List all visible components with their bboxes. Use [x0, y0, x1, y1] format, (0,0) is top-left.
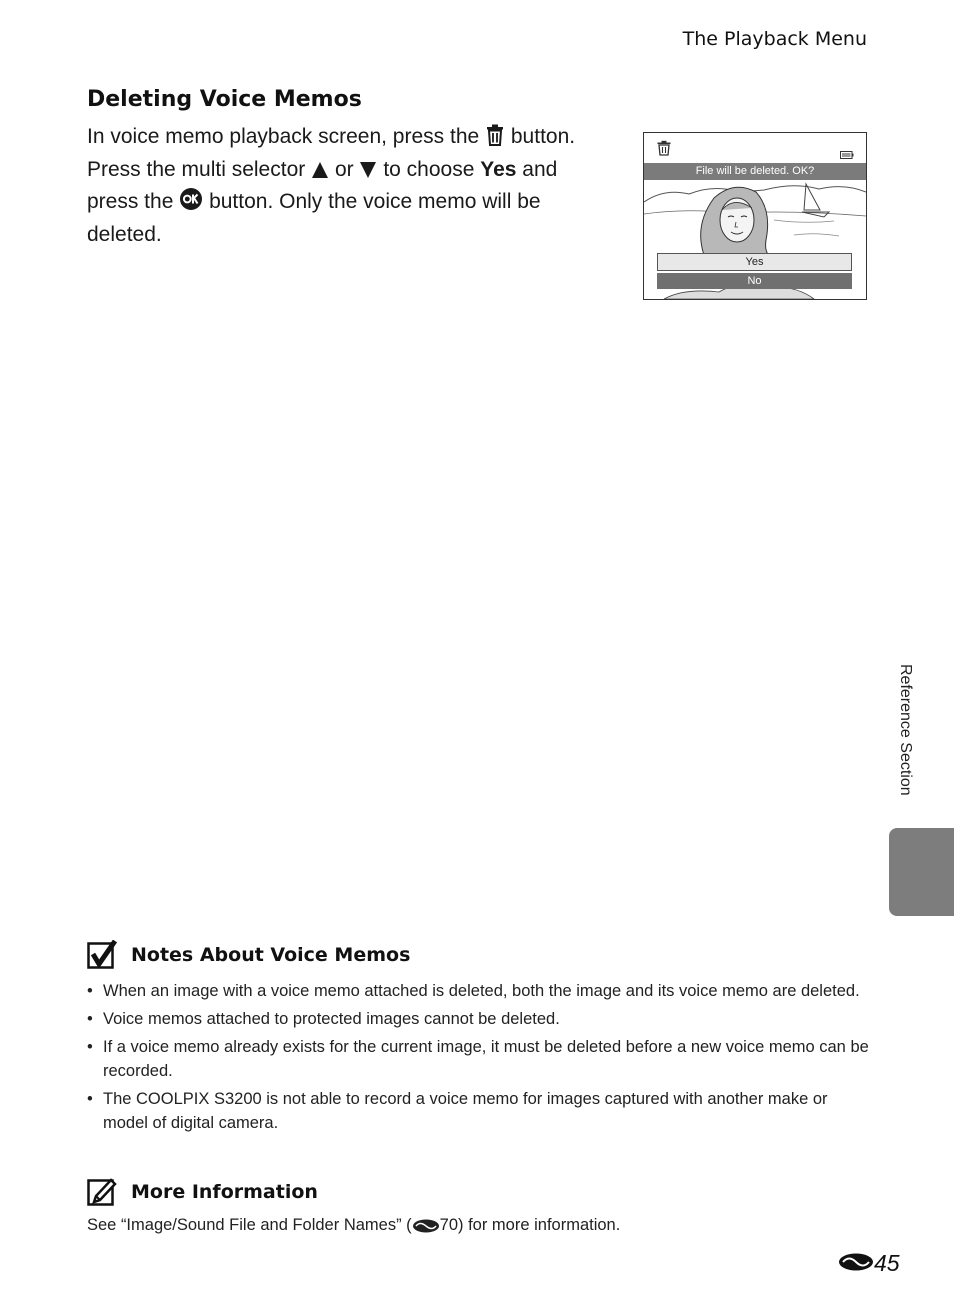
reference-e-icon: [412, 1219, 440, 1238]
triangle-up-icon: [311, 158, 329, 188]
list-item: • If a voice memo already exists for the current image, it must be deleted before a new voice memo can be recorded.: [87, 1035, 877, 1083]
list-item: • When an image with a voice memo attached is deleted, both the image and its voice memo are deleted.: [87, 979, 877, 1003]
intro-text-4: or: [334, 157, 354, 181]
intro-text-6: and press the: [87, 157, 558, 213]
pencil-note-icon: [87, 1177, 117, 1212]
side-tab-label: Reference Section: [897, 664, 914, 796]
more-info-title: More Information: [131, 1181, 318, 1203]
ok-button-icon: [179, 187, 203, 220]
camera-screen-illustration: [643, 132, 867, 300]
intro-text-1: In voice memo playback screen, press the: [87, 125, 480, 148]
option-yes: Yes: [657, 253, 852, 271]
trash-icon: [485, 124, 505, 155]
side-tab-marker: [889, 828, 954, 916]
check-note-icon: [87, 940, 117, 975]
list-item: • Voice memos attached to protected images cannot be deleted.: [87, 1007, 877, 1031]
intro-text-2: button.: [510, 125, 576, 148]
camera-top-bar: [644, 133, 866, 163]
running-header: The Playback Menu: [682, 28, 867, 50]
intro-text-7: button. Only the voice memo will be deleted.: [87, 190, 541, 246]
battery-icon: [840, 144, 854, 163]
list-item: • The COOLPIX S3200 is not able to record a voice memo for images captured with another make or model of digital camera.: [87, 1087, 877, 1135]
more-info-ref-page: 70: [439, 1216, 459, 1234]
triangle-down-icon: [359, 158, 377, 188]
section-title: Deleting Voice Memos: [87, 87, 362, 112]
option-no: No: [657, 273, 852, 289]
yes-bold-text: Yes: [480, 157, 517, 181]
page-number: [838, 1250, 900, 1277]
intro-text-3: Press the multi selector: [87, 157, 306, 181]
page-number-text: 45: [874, 1250, 900, 1276]
intro-text-5: to choose: [383, 157, 475, 181]
notes-list: [87, 979, 877, 1139]
more-info-text: [87, 1216, 620, 1238]
reference-e-icon: [838, 1250, 874, 1277]
more-info-text-before: See “Image/Sound File and Folder Names” (: [87, 1216, 412, 1234]
intro-paragraph: [87, 122, 607, 249]
more-info-text-after: ) for more information.: [458, 1216, 621, 1234]
notes-title: Notes About Voice Memos: [131, 944, 411, 966]
trash-icon: [656, 140, 672, 160]
delete-confirm-message: File will be deleted. OK?: [644, 163, 866, 180]
